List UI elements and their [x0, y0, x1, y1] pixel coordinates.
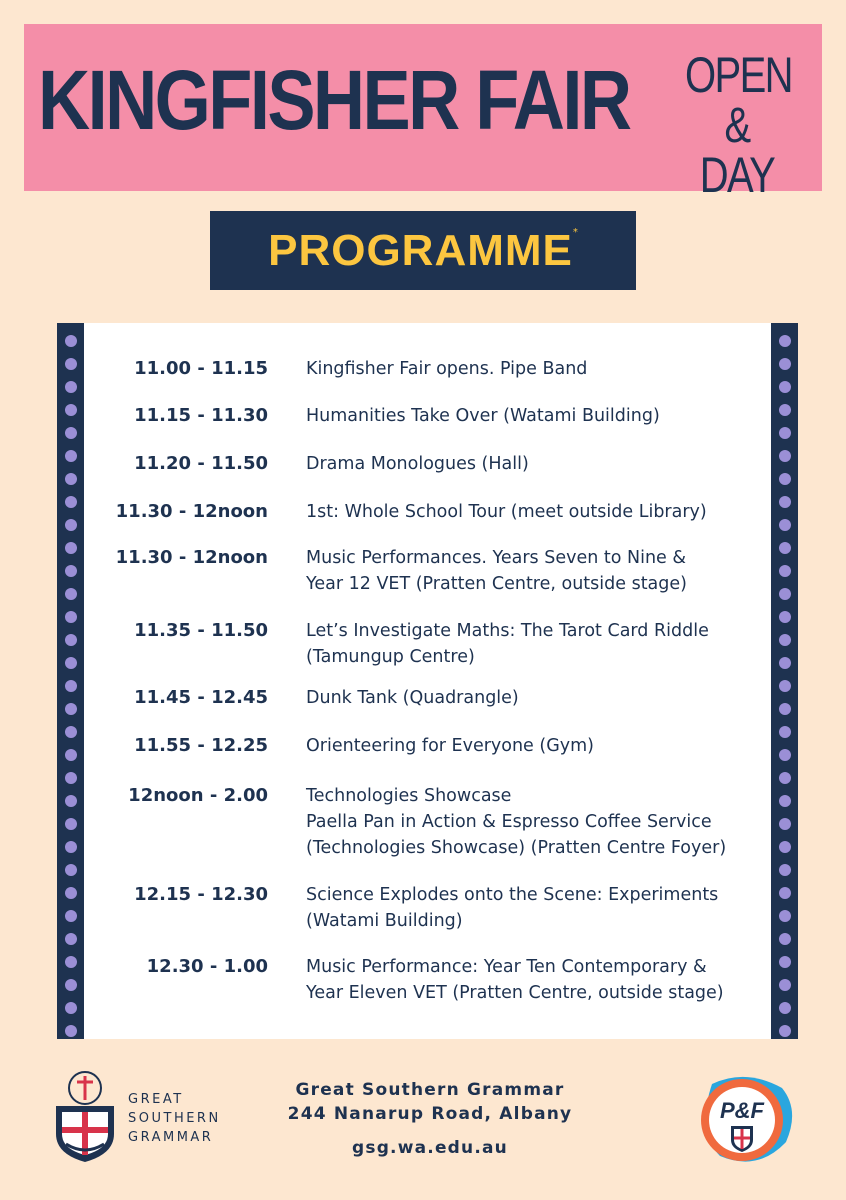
- filmstrip-dot: [779, 358, 791, 370]
- schedule-time: 11.55 - 12.25: [134, 735, 268, 756]
- schedule-time: 11.30 - 12noon: [115, 501, 268, 522]
- filmstrip-dot: [65, 381, 77, 393]
- filmstrip-dot: [779, 565, 791, 577]
- filmstrip-dot: [779, 956, 791, 968]
- filmstrip-dot: [65, 887, 77, 899]
- filmstrip-dot: [65, 749, 77, 761]
- filmstrip-dot: [65, 933, 77, 945]
- schedule-description-line: (Technologies Showcase) (Pratten Centre Foyer): [306, 838, 727, 858]
- schedule-description: [306, 356, 761, 382]
- filmstrip-dot: [65, 473, 77, 485]
- schedule-description-line: Dunk Tank (Quadrangle): [306, 688, 519, 708]
- filmstrip-dot: [65, 450, 77, 462]
- school-name-line: GRAMMAR: [128, 1130, 214, 1145]
- schedule-time: 12noon - 2.00: [128, 785, 268, 806]
- filmstrip-dot: [779, 450, 791, 462]
- school-name-line: GREAT: [128, 1092, 184, 1107]
- filmstrip-dot: [65, 565, 77, 577]
- schedule-panel: [84, 323, 771, 1039]
- filmstrip-dot: [779, 680, 791, 692]
- filmstrip-dot: [779, 864, 791, 876]
- school-crest-icon: [50, 1068, 120, 1164]
- schedule-description-line: Orienteering for Everyone (Gym): [306, 736, 595, 756]
- filmstrip-dot: [779, 887, 791, 899]
- pf-logo-text: P&F: [720, 1098, 764, 1123]
- open-day-line-2: & DAY: [699, 97, 775, 203]
- filmstrip-dot: [779, 703, 791, 715]
- schedule-description: [306, 733, 761, 759]
- filmstrip-dot: [65, 496, 77, 508]
- schedule-description-line: Year 12 VET (Pratten Centre, outside stage): [306, 574, 687, 594]
- filmstrip-dot: [65, 910, 77, 922]
- filmstrip-dot: [779, 496, 791, 508]
- schedule-time: 12.30 - 1.00: [146, 956, 268, 977]
- footer-address: [260, 1078, 600, 1160]
- filmstrip-dot: [779, 657, 791, 669]
- filmstrip-dot: [65, 818, 77, 830]
- filmstrip-dot: [779, 611, 791, 623]
- filmstrip-dot: [779, 933, 791, 945]
- filmstrip-dots: [57, 335, 84, 1048]
- filmstrip-dot: [779, 634, 791, 646]
- filmstrip-dot: [779, 381, 791, 393]
- schedule-description-line: Music Performance: Year Ten Contemporary &: [306, 957, 707, 977]
- schedule-description: [306, 451, 761, 477]
- schedule-description: [306, 783, 761, 861]
- address-street: 244 Nanarup Road, Albany: [287, 1104, 573, 1124]
- programme-heading: [210, 211, 636, 290]
- filmstrip-dot: [65, 404, 77, 416]
- filmstrip-dot: [779, 795, 791, 807]
- schedule-time: 12.15 - 12.30: [134, 884, 268, 905]
- filmstrip-dot: [65, 841, 77, 853]
- school-name-line: SOUTHERN: [128, 1111, 221, 1126]
- filmstrip-dot: [65, 519, 77, 531]
- schedule-time: 11.35 - 11.50: [134, 620, 268, 641]
- filmstrip-dot: [779, 519, 791, 531]
- filmstrip-dot: [779, 427, 791, 439]
- filmstrip-dot: [779, 1002, 791, 1014]
- filmstrip-dot: [779, 726, 791, 738]
- schedule-description-line: Year Eleven VET (Pratten Centre, outside stage): [306, 983, 724, 1003]
- address-name: Great Southern Grammar: [295, 1080, 565, 1100]
- filmstrip-dot: [65, 772, 77, 784]
- filmstrip-right: [771, 323, 798, 1039]
- schedule-time: 11.30 - 12noon: [115, 547, 268, 568]
- filmstrip-dot: [65, 680, 77, 692]
- pf-association-logo-icon: [690, 1070, 798, 1166]
- filmstrip-dot: [65, 1025, 77, 1037]
- schedule-description-line: Music Performances. Years Seven to Nine &: [306, 548, 687, 568]
- schedule-description: [306, 403, 761, 429]
- schedule-description: [306, 618, 761, 670]
- schedule-description: [306, 882, 761, 934]
- filmstrip-dot: [65, 703, 77, 715]
- filmstrip-dot: [779, 749, 791, 761]
- schedule-time: 11.00 - 11.15: [134, 358, 268, 379]
- schedule-description-line: Kingfisher Fair opens. Pipe Band: [306, 359, 588, 379]
- filmstrip-dot: [65, 358, 77, 370]
- schedule-time: 11.45 - 12.45: [134, 687, 268, 708]
- schedule-description: [306, 545, 761, 597]
- filmstrip-dots: [771, 335, 798, 1048]
- filmstrip-dot: [65, 795, 77, 807]
- filmstrip-dot: [779, 818, 791, 830]
- programme-label: PROGRAMME: [268, 226, 573, 275]
- filmstrip-dot: [65, 634, 77, 646]
- filmstrip-dot: [65, 657, 77, 669]
- filmstrip-dot: [779, 1025, 791, 1037]
- filmstrip-dot: [65, 427, 77, 439]
- schedule-description-line: Paella Pan in Action & Espresso Coffee Service: [306, 812, 712, 832]
- filmstrip-dot: [65, 956, 77, 968]
- schedule-description-line: Technologies Showcase: [306, 786, 512, 806]
- filmstrip-dot: [779, 772, 791, 784]
- page-title: KINGFISHER FAIR: [38, 53, 630, 147]
- schedule-time: 11.15 - 11.30: [134, 405, 268, 426]
- schedule-time: 11.20 - 11.50: [134, 453, 268, 474]
- schedule-description-line: Let’s Investigate Maths: The Tarot Card Riddle: [306, 621, 709, 641]
- filmstrip-dot: [65, 588, 77, 600]
- open-day-label: [672, 47, 802, 203]
- filmstrip-dot: [65, 979, 77, 991]
- open-day-line-1: OPEN: [685, 47, 792, 103]
- filmstrip-dot: [65, 335, 77, 347]
- website-link[interactable]: gsg.wa.edu.au: [352, 1138, 508, 1158]
- filmstrip-dot: [779, 979, 791, 991]
- filmstrip-dot: [779, 588, 791, 600]
- filmstrip-dot: [65, 1002, 77, 1014]
- programme-asterisk: *: [572, 227, 578, 238]
- filmstrip-dot: [65, 542, 77, 554]
- schedule-description-line: Humanities Take Over (Watami Building): [306, 406, 660, 426]
- schedule-description: [306, 954, 761, 1006]
- filmstrip-left: [57, 323, 84, 1039]
- schedule-description-line: 1st: Whole School Tour (meet outside Library): [306, 502, 707, 522]
- schedule-description-line: Drama Monologues (Hall): [306, 454, 529, 474]
- filmstrip-dot: [779, 473, 791, 485]
- filmstrip-dot: [779, 542, 791, 554]
- schedule-description-line: (Watami Building): [306, 911, 463, 931]
- filmstrip-dot: [779, 404, 791, 416]
- schedule-description-line: Science Explodes onto the Scene: Experiments: [306, 885, 719, 905]
- schedule-description-line: (Tamungup Centre): [306, 647, 475, 667]
- schedule-description: [306, 499, 761, 525]
- filmstrip-dot: [779, 910, 791, 922]
- filmstrip-dot: [65, 611, 77, 623]
- filmstrip-dot: [779, 335, 791, 347]
- filmstrip-dot: [779, 841, 791, 853]
- filmstrip-dot: [65, 726, 77, 738]
- schedule-description: [306, 685, 761, 711]
- school-name: [128, 1090, 221, 1147]
- filmstrip-dot: [65, 864, 77, 876]
